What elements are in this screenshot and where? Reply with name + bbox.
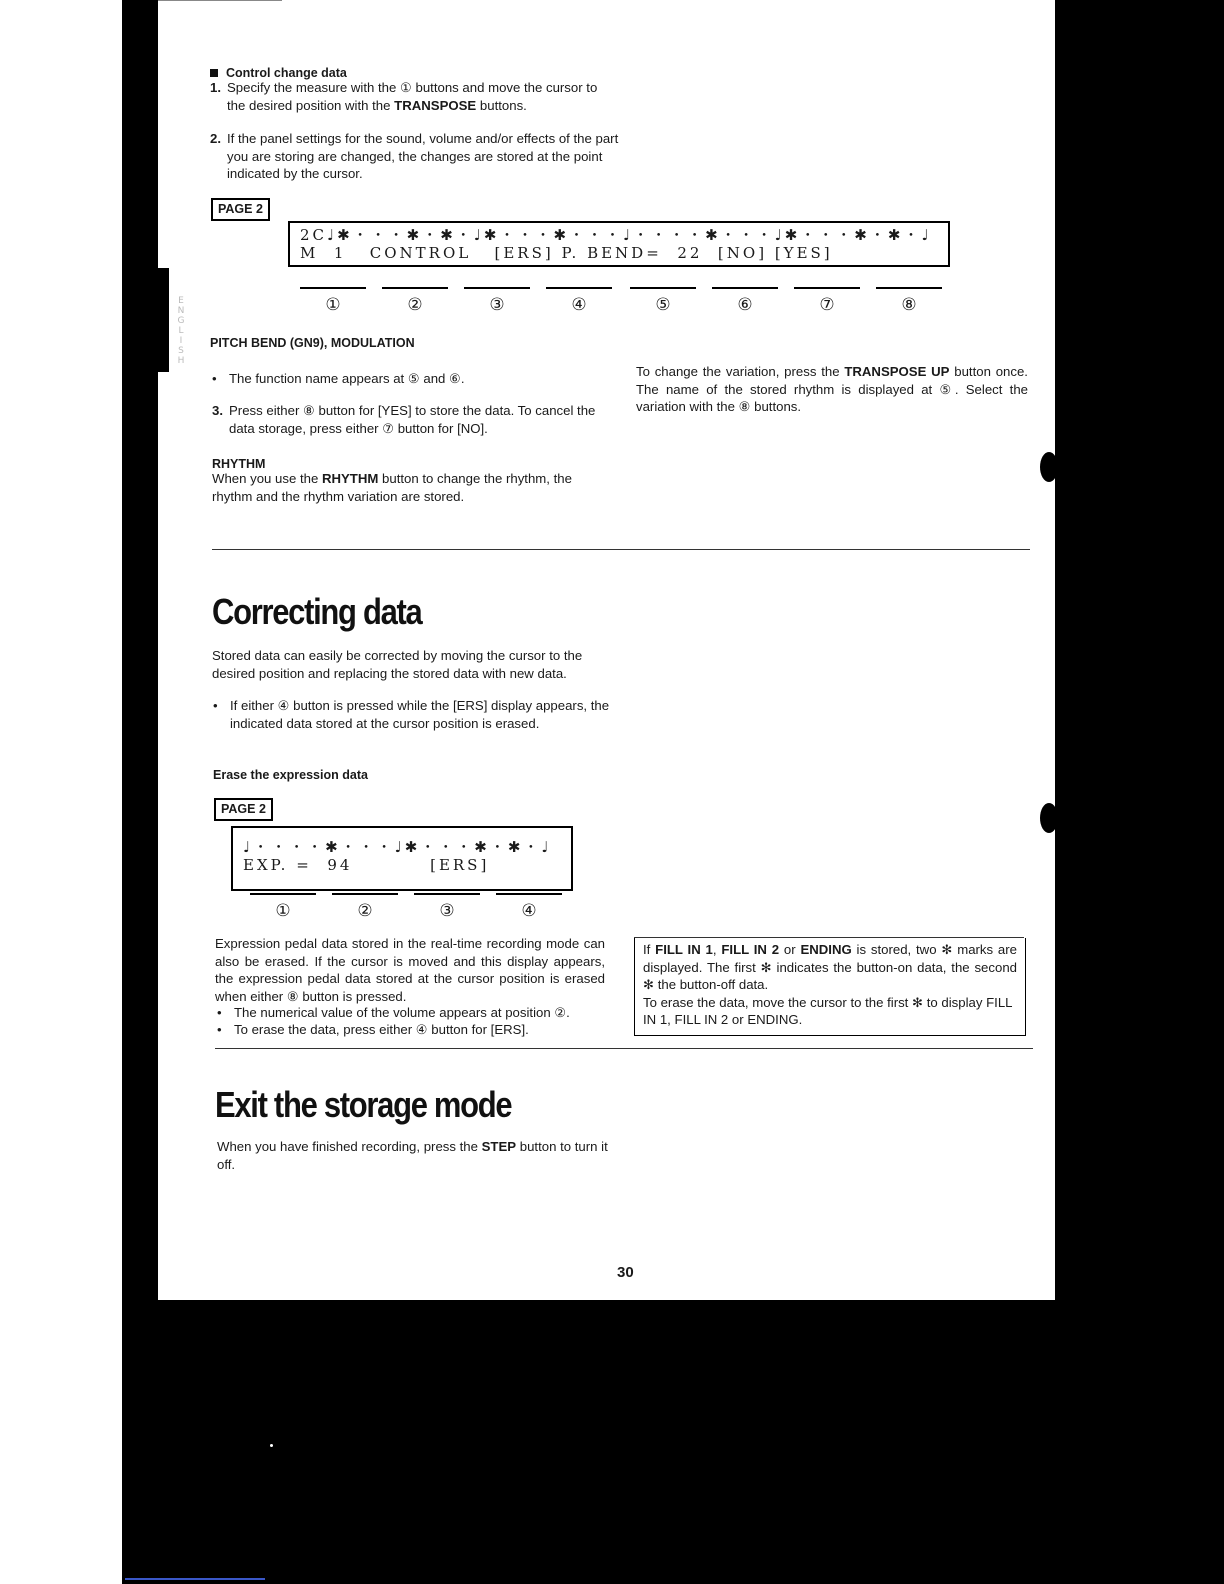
correcting-bullet <box>213 697 622 732</box>
lcd-line-1: ♩・・・・✱・・・♩✱・・・✱・✱・♩ <box>243 838 552 856</box>
bullet-icon: • <box>217 1022 222 1037</box>
tab-letter: H <box>177 356 185 366</box>
control-change-title <box>210 66 347 80</box>
scan-border-bottom <box>122 1300 1224 1584</box>
section-divider <box>212 549 1030 550</box>
square-bullet-icon <box>210 69 218 77</box>
fill-in-note-box <box>634 938 1026 1036</box>
step-text: Press either ⑧ button for [YES] to store the data. To cancel the data storage, press either ⑦ button for [NO]. <box>229 403 596 436</box>
step-3 <box>212 402 621 437</box>
bold-text: STEP <box>481 1139 517 1154</box>
marker-1: ① <box>300 287 366 315</box>
marker-1: ① <box>250 893 316 921</box>
lcd-display <box>288 221 950 267</box>
page-label: PAGE 2 <box>214 798 273 821</box>
text: If <box>643 942 656 957</box>
text: To change the variation, press the <box>636 364 845 379</box>
note-paragraph-1 <box>643 941 1017 994</box>
tab-letter: N <box>177 306 185 316</box>
text: When you have finished recording, press the <box>217 1139 482 1154</box>
bullet-text: To erase the data, press either ④ button for [ERS]. <box>234 1022 529 1037</box>
marker-8: ⑧ <box>876 287 942 315</box>
marker-2: ② <box>382 287 448 315</box>
binding-hole <box>1040 803 1058 833</box>
marker-3: ③ <box>464 287 530 315</box>
text: button once. The name of the stored rhythm is displayed at ⑤. Select the variation with the ⑧ buttons. <box>636 364 1028 414</box>
text: is stored, two ✻ marks are displayed. The first ✻ indicates the button-on data, the second ✻ the button-off data. <box>643 942 1017 992</box>
tab-letter: L <box>178 326 184 336</box>
step-2 <box>210 130 619 183</box>
correcting-intro: Stored data can easily be corrected by moving the cursor to the desired position and replacing the stored data with new data. <box>212 648 583 681</box>
text: or <box>779 942 801 957</box>
step-number: 2. <box>210 131 221 146</box>
step-bold-text: TRANSPOSE <box>394 97 477 113</box>
tab-letter: E <box>178 296 184 306</box>
bullet-text: The function name appears at ⑤ and ⑥. <box>229 371 465 386</box>
step-text: buttons and move the cursor to the desired position with the <box>227 80 598 113</box>
circle-1-icon: ① <box>400 80 412 95</box>
bullet-icon: • <box>217 1005 222 1020</box>
button-markers-expression <box>250 893 570 923</box>
step-text: Specify the measure with the <box>227 80 400 95</box>
marker-5: ⑤ <box>630 287 696 315</box>
tab-letter: S <box>178 346 184 356</box>
exit-text <box>217 1138 612 1173</box>
bold-text: FILL IN 2 <box>721 942 780 957</box>
pitch-bend-title: PITCH BEND (GN9), MODULATION <box>210 336 415 350</box>
rhythm-title: RHYTHM <box>212 457 266 471</box>
page-label: PAGE 2 <box>211 198 270 221</box>
exit-storage-heading: Exit the storage mode <box>215 1084 512 1125</box>
step-1 <box>210 79 619 114</box>
erase-expression-title: Erase the expression data <box>213 768 368 782</box>
lcd-line-2: EXP. = 94 [ERS] <box>243 856 490 874</box>
step-number: 3. <box>212 403 223 418</box>
bold-text: ENDING <box>800 942 852 957</box>
marker-2: ② <box>332 893 398 921</box>
tab-letter: I <box>179 336 183 346</box>
step-text: If the panel settings for the sound, volume and/or effects of the part you are storing are changed, the changes are stored at the point indicated by the cursor. <box>227 131 619 181</box>
binding-hole <box>1040 452 1058 482</box>
expression-text: Expression pedal data stored in the real-time recording mode can also be erased. If the cursor is moved and this display appears, the expression pedal data stored at the cursor position is erased when either ⑧ button is pressed. <box>215 936 605 1004</box>
language-tab <box>158 268 169 372</box>
language-tab-label <box>176 296 186 366</box>
marker-3: ③ <box>414 893 480 921</box>
bullet-icon: • <box>212 371 217 386</box>
tab-letter: G <box>177 316 185 326</box>
text: button to change the rhythm, the rhythm and the rhythm variation are stored. <box>212 471 572 504</box>
text: When you use the <box>212 471 322 486</box>
expression-bullet-2 <box>217 1004 626 1022</box>
bullet-icon: • <box>213 698 218 713</box>
rhythm-text <box>212 470 607 505</box>
marker-6: ⑥ <box>712 287 778 315</box>
note-paragraph-2: To erase the data, move the cursor to the first ✻ to display FILL IN 1, FILL IN 2 or ENDING. <box>643 994 1012 1027</box>
bullet-text: The numerical value of the volume appears at position ②. <box>234 1005 570 1020</box>
bold-text: TRANSPOSE UP <box>844 364 950 379</box>
section-title: Control change data <box>226 66 347 80</box>
scan-edge-line <box>125 1578 265 1580</box>
bold-text: RHYTHM <box>321 471 379 486</box>
button-markers <box>300 287 950 317</box>
pitch-bullet <box>212 370 629 388</box>
bold-text: FILL IN 1 <box>655 942 713 957</box>
page-number: 30 <box>617 1264 634 1281</box>
step-number: 1. <box>210 80 221 95</box>
text: button to turn it off. <box>217 1139 608 1172</box>
bullet-text: If either ④ button is pressed while the [ERS] display appears, the indicated data stored at the cursor position is erased. <box>230 698 610 731</box>
marker-4: ④ <box>496 893 562 921</box>
text: , <box>712 942 722 957</box>
lcd-display-expression <box>231 826 573 891</box>
correcting-data-heading: Correcting data <box>212 591 422 632</box>
marker-4: ④ <box>546 287 612 315</box>
variation-text <box>636 363 1028 416</box>
lcd-line-1: 2C♩✱・・・✱・✱・♩✱・・・✱・・・♩・・・・✱・・・♩✱・・・✱・✱・♩ <box>300 226 932 244</box>
step-text: buttons. <box>476 97 527 113</box>
expression-bullet-3 <box>217 1021 626 1039</box>
section-divider <box>215 1048 1033 1049</box>
scan-speck <box>270 1444 273 1447</box>
marker-7: ⑦ <box>794 287 860 315</box>
lcd-line-2: M 1 CONTROL [ERS] P. BEND= 22 [NO] [YES] <box>300 244 833 262</box>
